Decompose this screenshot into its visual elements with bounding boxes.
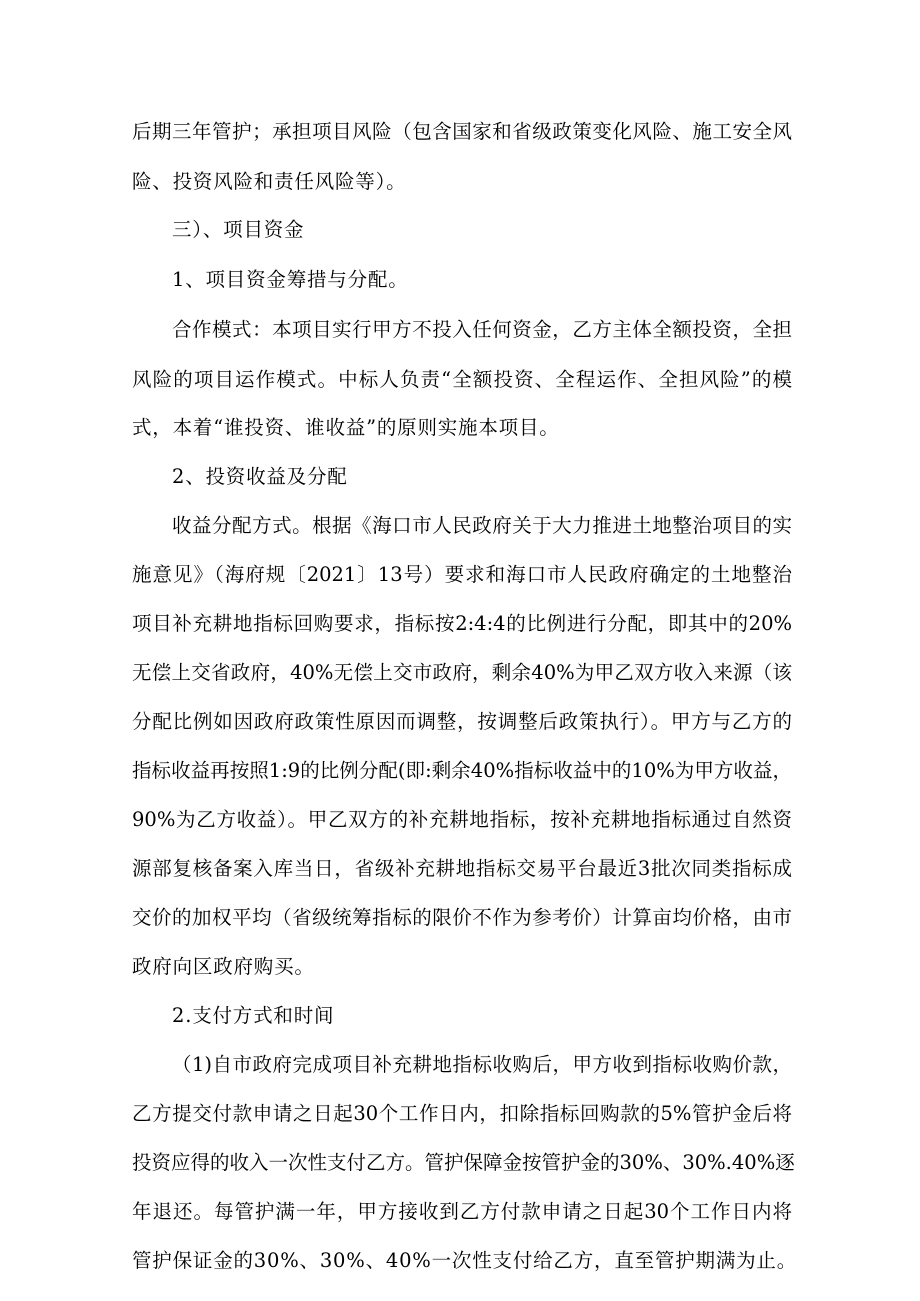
text-line: （1)自市政府完成项目补充耕地指标收购后，甲方收到指标收购价款， (172, 1053, 792, 1076)
text-line: 项目补充耕地指标回购要求，指标按2:4:4的比例进行分配，即其中的20% (132, 612, 792, 635)
section-heading: 三）、项目资金 (172, 218, 305, 241)
text-line: 后期三年管护；承担项目风险（包含国家和省级政策变化风险、施工安全风 (132, 120, 792, 143)
subsection-heading: 1、项目资金筹措与分配。 (172, 268, 409, 291)
text-line: 风险的项目运作模式。中标人负责“全额投资、全程运作、全担风险”的模 (132, 368, 792, 391)
text-line: 投资应得的收入一次性支付乙方。管护保障金按管护金的30%、30%.40%逐 (132, 1151, 795, 1174)
text-line: 指标收益再按照1:9的比例分配(即:剩余40%指标收益中的10%为甲方收益， (132, 759, 792, 782)
text-line: 无偿上交省政府，40%无偿上交市政府，剩余40%为甲乙双方收入来源（该 (132, 661, 792, 684)
text-line: 乙方提交付款申请之日起30个工作日内，扣除指标回购款的5%管护金后将 (132, 1102, 792, 1125)
text-line: 分配比例如因政府政策性原因而调整，按调整后政策执行）。甲方与乙方的 (132, 710, 792, 733)
text-line: 政府向区政府购买。 (132, 955, 315, 978)
text-line: 交价的加权平均（省级统筹指标的限价不作为参考价）计算亩均价格，由市 (132, 906, 792, 929)
text-line: 管护保证金的30%、30%、40%一次性支付给乙方，直至管护期满为止。 (132, 1249, 798, 1272)
text-line: 施意见》（海府规〔2021〕13号）要求和海口市人民政府确定的土地整治 (132, 563, 792, 586)
text-line: 源部复核备案入库当日，省级补充耕地指标交易平台最近3批次同类指标成 (132, 857, 792, 880)
subsection-heading: 2.支付方式和时间 (172, 1004, 335, 1027)
text-line: 90%为乙方收益）。甲乙双方的补充耕地指标，按补充耕地指标通过自然资 (132, 808, 792, 831)
text-line: 合作模式：本项目实行甲方不投入任何资金，乙方主体全额投资，全担 (172, 318, 792, 341)
text-line: 式，本着“谁投资、谁收益”的原则实施本项目。 (132, 416, 560, 439)
subsection-heading: 2、投资收益及分配 (172, 465, 348, 488)
text-line: 年退还。每管护满一年，甲方接收到乙方付款申请之日起30个工作日内将 (132, 1200, 792, 1223)
text-line: 收益分配方式。根据《海口市人民政府关于大力推进土地整治项目的实 (172, 514, 792, 537)
text-line: 险、投资风险和责任风险等）。 (132, 170, 407, 193)
